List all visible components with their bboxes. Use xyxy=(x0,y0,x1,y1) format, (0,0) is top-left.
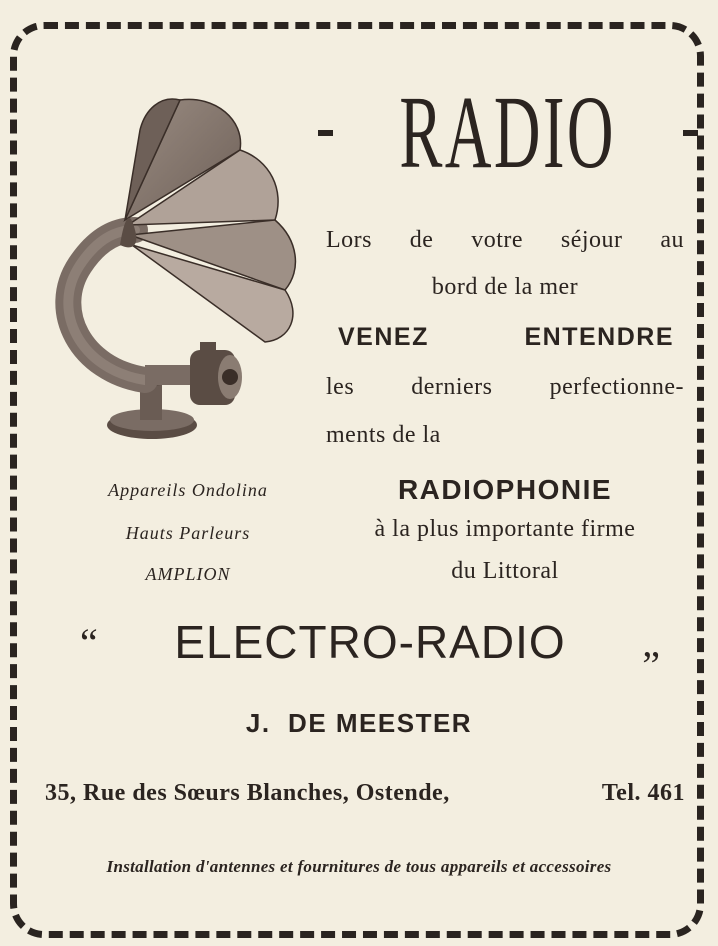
open-quote: “ xyxy=(80,619,98,665)
address: 35, Rue des Sœurs Blanches, Ostende, xyxy=(45,780,450,806)
body-line-venez-entendre xyxy=(338,323,674,352)
word: votre xyxy=(471,227,524,253)
body-line-2: bord de la mer xyxy=(431,274,579,300)
horn-loudspeaker-illustration xyxy=(40,80,320,460)
telephone: Tel. 461 xyxy=(601,780,685,806)
close-quote: „ xyxy=(642,619,660,665)
body-line-4 xyxy=(326,374,684,401)
footer-note: Installation d'antennes et fournitures de tous appareils et accessoires xyxy=(106,857,612,876)
word: perfectionne- xyxy=(549,374,684,400)
title-dash-left xyxy=(318,130,333,136)
word: Lors xyxy=(326,227,372,253)
body-line-8: du Littoral xyxy=(451,558,559,584)
radiophonie-heading: RADIOPHONIE xyxy=(397,474,613,505)
left-line-hauts-parleurs: Hauts Parleurs xyxy=(125,523,251,543)
address-line xyxy=(45,780,685,807)
word: de xyxy=(409,227,434,253)
word: les xyxy=(326,374,355,400)
title-dash-right xyxy=(683,130,698,136)
body-line-5: ments de la xyxy=(326,422,441,448)
company-name: ELECTRO-RADIO xyxy=(174,616,566,668)
left-line-amplion: AMPLION xyxy=(145,564,231,584)
word: ENTENDRE xyxy=(524,323,674,351)
radio-heading xyxy=(318,75,698,190)
body-line-1 xyxy=(326,227,684,254)
company-name-row xyxy=(80,615,660,669)
owner-name: J. DE MEESTER xyxy=(245,708,473,738)
title-word: RADIO xyxy=(399,75,617,190)
left-line-ondolina: Appareils Ondolina xyxy=(108,480,268,500)
word: derniers xyxy=(411,374,493,400)
word: séjour xyxy=(560,227,623,253)
body-line-7: à la plus importante firme xyxy=(374,516,636,542)
word: au xyxy=(660,227,684,253)
word: VENEZ xyxy=(338,323,429,351)
